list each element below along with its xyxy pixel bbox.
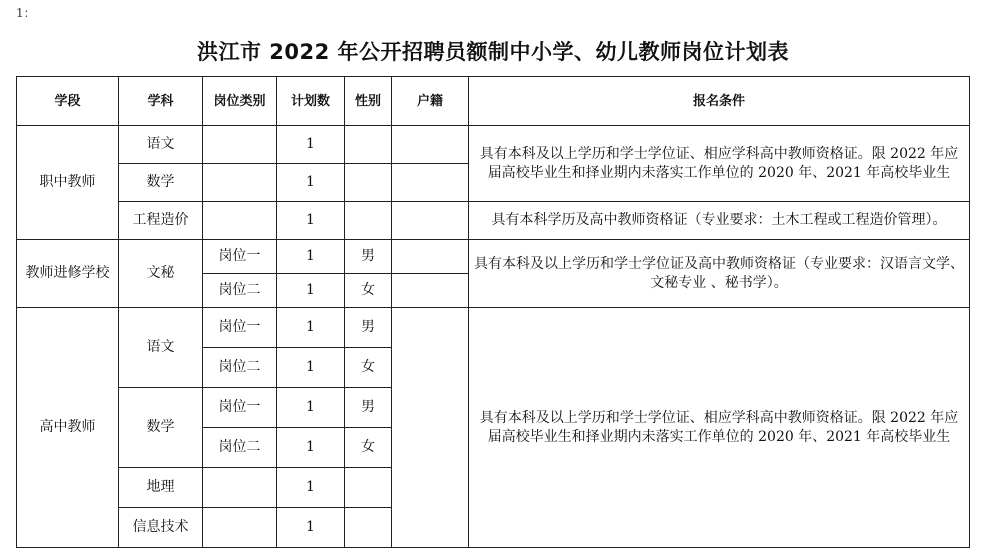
hukou-cell xyxy=(392,308,469,548)
table-header-row xyxy=(17,77,970,126)
condition-cell: 具有本科及以上学历和学士学位证、相应学科高中教师资格证。限 2022 年应届高校毕业生和择业期内未落实工作单位的 2020 年、2021 年高校毕业生 xyxy=(469,126,970,202)
gender-cell: 女 xyxy=(345,348,392,388)
header-category: 岗位类别 xyxy=(203,77,277,126)
header-stage: 学段 xyxy=(17,77,119,126)
gender-cell: 女 xyxy=(345,274,392,308)
category-cell: 岗位一 xyxy=(203,240,277,274)
header-count: 计划数 xyxy=(277,77,345,126)
subject-cell: 信息技术 xyxy=(119,508,203,548)
table-row xyxy=(17,126,970,164)
condition-cell: 具有本科学历及高中教师资格证（专业要求：土木工程或工程造价管理）。 xyxy=(469,202,970,240)
table-row xyxy=(17,240,970,274)
gender-cell: 男 xyxy=(345,308,392,348)
header-subject: 学科 xyxy=(119,77,203,126)
header-conditions: 报名条件 xyxy=(469,77,970,126)
hukou-cell xyxy=(392,202,469,240)
gender-cell xyxy=(345,508,392,548)
header-gender: 性别 xyxy=(345,77,392,126)
subject-cell: 语文 xyxy=(119,308,203,388)
recruitment-plan-table xyxy=(16,76,970,548)
count-cell: 1 xyxy=(277,274,345,308)
count-cell: 1 xyxy=(277,308,345,348)
count-cell: 1 xyxy=(277,240,345,274)
header-hukou: 户籍 xyxy=(392,77,469,126)
stage-cell: 高中教师 xyxy=(17,308,119,548)
hukou-cell xyxy=(392,240,469,274)
table-row xyxy=(17,308,970,348)
category-cell: 岗位一 xyxy=(203,308,277,348)
count-cell: 1 xyxy=(277,508,345,548)
gender-cell: 男 xyxy=(345,240,392,274)
category-cell: 岗位一 xyxy=(203,388,277,428)
category-cell: 岗位二 xyxy=(203,348,277,388)
gender-cell: 男 xyxy=(345,388,392,428)
category-cell xyxy=(203,508,277,548)
count-cell: 1 xyxy=(277,126,345,164)
count-cell: 1 xyxy=(277,164,345,202)
gender-cell xyxy=(345,126,392,164)
stage-cell: 教师进修学校 xyxy=(17,240,119,308)
hukou-cell xyxy=(392,164,469,202)
hukou-cell xyxy=(392,274,469,308)
condition-cell: 具有本科及以上学历和学士学位证、相应学科高中教师资格证。限 2022 年应届高校毕业生和择业期内未落实工作单位的 2020 年、2021 年高校毕业生 xyxy=(469,308,970,548)
subject-cell: 语文 xyxy=(119,126,203,164)
subject-cell: 文秘 xyxy=(119,240,203,308)
gender-cell xyxy=(345,468,392,508)
category-cell: 岗位二 xyxy=(203,274,277,308)
category-cell: 岗位二 xyxy=(203,428,277,468)
category-cell xyxy=(203,468,277,508)
count-cell: 1 xyxy=(277,202,345,240)
count-cell: 1 xyxy=(277,428,345,468)
gender-cell xyxy=(345,202,392,240)
table-row xyxy=(17,202,970,240)
condition-cell: 具有本科及以上学历和学士学位证及高中教师资格证（专业要求：汉语言文学、文秘专业 、秘书学）。 xyxy=(469,240,970,308)
stage-cell: 职中教师 xyxy=(17,126,119,240)
gender-cell: 女 xyxy=(345,428,392,468)
count-cell: 1 xyxy=(277,468,345,508)
hukou-cell xyxy=(392,126,469,164)
count-cell: 1 xyxy=(277,388,345,428)
page-title: 洪江市 2022 年公开招聘员额制中小学、幼儿教师岗位计划表 xyxy=(196,40,790,64)
category-cell xyxy=(203,126,277,164)
subject-cell: 工程造价 xyxy=(119,202,203,240)
count-cell: 1 xyxy=(277,348,345,388)
subject-cell: 数学 xyxy=(119,164,203,202)
page-number: 1： xyxy=(16,6,36,20)
subject-cell: 地理 xyxy=(119,468,203,508)
category-cell xyxy=(203,202,277,240)
gender-cell xyxy=(345,164,392,202)
category-cell xyxy=(203,164,277,202)
subject-cell: 数学 xyxy=(119,388,203,468)
